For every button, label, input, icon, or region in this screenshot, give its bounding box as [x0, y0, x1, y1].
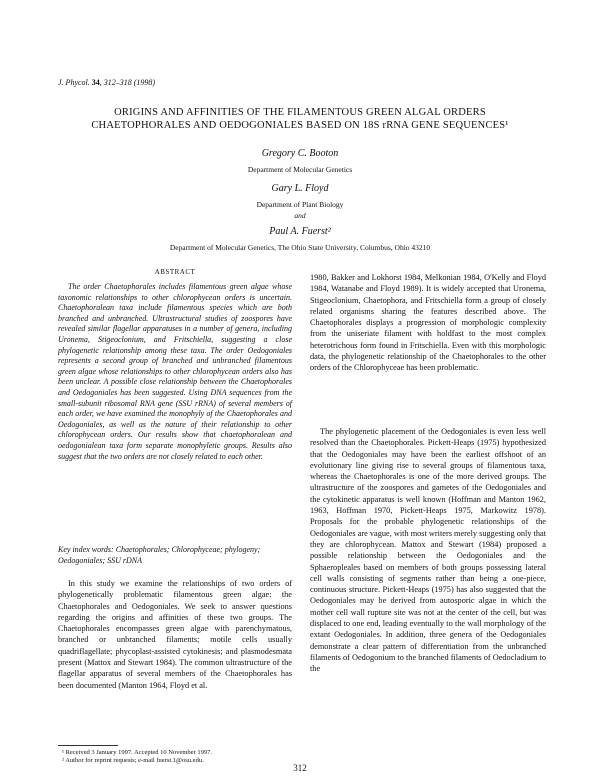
- author-1: Gregory C. Booton: [261, 148, 339, 159]
- body-paragraph-right-2: The phylogenetic placement of the Oedogoniales is even less well resolved than the Chaetophorales. Pickett-Heaps (1975) hypothesized that the Oedogoniales may have been the earliest offshoot of an evolutionary line giving rise to several groups of filamentous taxa, whereas the Chaetophorales is one of the more derived groups. The ultrastructure of the zoospores and gametes of the Oedogoniales and the cytokinetic apparatus is well known (Hoffman and Manton 1962, 1963, Hoffman 1970, Pickett-Heaps 1975, Markowitz 1978). Proposals for the probable phylogenetic relationships of the Oedogoniales are vague, with most writers merely suggesting only that they are chlorophycean. Mattox and Stewart (1984) proposed a possible relationship between the Oedogoniales and the Sphaeropleales based on members of both groups possessing lateral cell walls consisting of segments rather than being a one-piece, continuous structure. Pickett-Heaps (1975) has also suggested that the Oedogoniales may be derived from autosporic algae in which the mother cell wall rupture site was not at the center of the cell, but was displaced to one end, leading eventually to the wall morphology of the extant Oedogoniales. In addition, three genera of the Oedogoniales demonstrate a clear pattern of differentiation from the unbranched filaments of Oedogonium to the branched filaments of Oedocladium to the: [310, 427, 546, 674]
- author-3: Paul A. Fuerst²: [269, 226, 331, 237]
- title-line-2: CHAETOPHORALES AND OEDOGONIALES BASED ON 18S rRNA GENE SEQUENCES¹: [91, 120, 509, 131]
- author-3-affiliation: Department of Molecular Genetics, The Ohio State University, Columbus, Ohio 43210: [169, 243, 431, 252]
- body-paragraph-left: In this study we examine the relationships of two orders of phylogenetically problematic filamentous green algae: the Chaetophorales and Oedogoniales. We seek to answer questions regarding the origins and affinities of these two groups. The Chaetophorales encompasses green algae with parenchymatous, branched or unbranched filaments; motile cells usually quadriflagellate; phycoplast-assisted cytokinesis; and plasmodesmata present (Mattox and Stewart 1984). The common ultrastructure of the flagellar apparatus of several members of the Chaetophorales has been documented (Manton 1964, Floyd et al.: [58, 579, 292, 690]
- title-line-1: ORIGINS AND AFFINITIES OF THE FILAMENTOUS GREEN ALGAL ORDERS: [114, 107, 486, 118]
- footnote-2: ² Author for reprint requests; e-mail fuerst.1@osu.edu.: [62, 757, 204, 764]
- article-title: [40, 106, 560, 132]
- and-connector: and: [294, 211, 306, 220]
- body-paragraph-right-1: 1980, Bakker and Lokhorst 1984, Melkonian 1984, O'Kelly and Floyd 1984, Watanabe and Floyd 1989). It is widely accepted that Uronema, Stigeoclonium, Chaetophora, and Fritschiella form a group of closely related organisms sharing the features described above. The Chaetophorales displays a progression of morphologic complexity from the uniseriate filament with holdfast to the most complex heterotrichous form found in Fritschiella. Even with this morphologic data, the phylogenetic relationship of the Chaetophorales to the other orders of the Chlorophyceae has been problematic.: [310, 273, 546, 373]
- author-1-affiliation: Department of Molecular Genetics: [247, 165, 353, 174]
- journal-name: J. Phycol.: [58, 78, 90, 87]
- page-number: 312: [293, 763, 307, 773]
- abstract-text: The order Chaetophorales includes filamentous green algae whose taxonomic relationships to other chlorophycean orders is uncertain. Chaetophoralean taxa include filamentous species which are both branched and unbranched. Ultrastructural studies of zoospores have revealed similar flagellar apparatuses in a number of genera, including Uronema, Stigeoclonium, and Fritschiella, suggesting a close phylogenetic relationship among these taxa. The order Oedogoniales represents a second group of branched and unbranched filamentous green algae whose relationships to other chlorophycean orders also has been unclear. A possible close relationship between the Chaetophorales and Oedogoniales has been suggested. Using DNA sequences from the small-subunit ribosomal RNA gene (SSU rRNA) of several members of each order, we have examined the monophyly of the Chaetophorales and Oedogoniales, as well as the nature of their relationship to other chlorophycean orders. Our results show that chaetophoralean and oedogonialean taxa form separate monophyletic groups. Results also suggest that the two orders are not closely related to each other.: [58, 282, 292, 461]
- author-2-affiliation: Department of Plant Biology: [256, 200, 344, 209]
- footnote-rule: [58, 745, 118, 746]
- key-index-words: Key index words: Chaetophorales; Chlorophyceae; phylogeny; Oedogoniales; SSU rDNA: [58, 545, 261, 565]
- citation-pages-year: , 312–318 (1998): [99, 78, 156, 87]
- journal-citation: [58, 78, 155, 87]
- author-2: Gary L. Floyd: [271, 183, 329, 194]
- volume-number: 34: [91, 78, 100, 87]
- footnote-1: ¹ Received 3 January 1997. Accepted 10 November 1997.: [62, 749, 212, 756]
- abstract-heading: ABSTRACT: [154, 268, 196, 276]
